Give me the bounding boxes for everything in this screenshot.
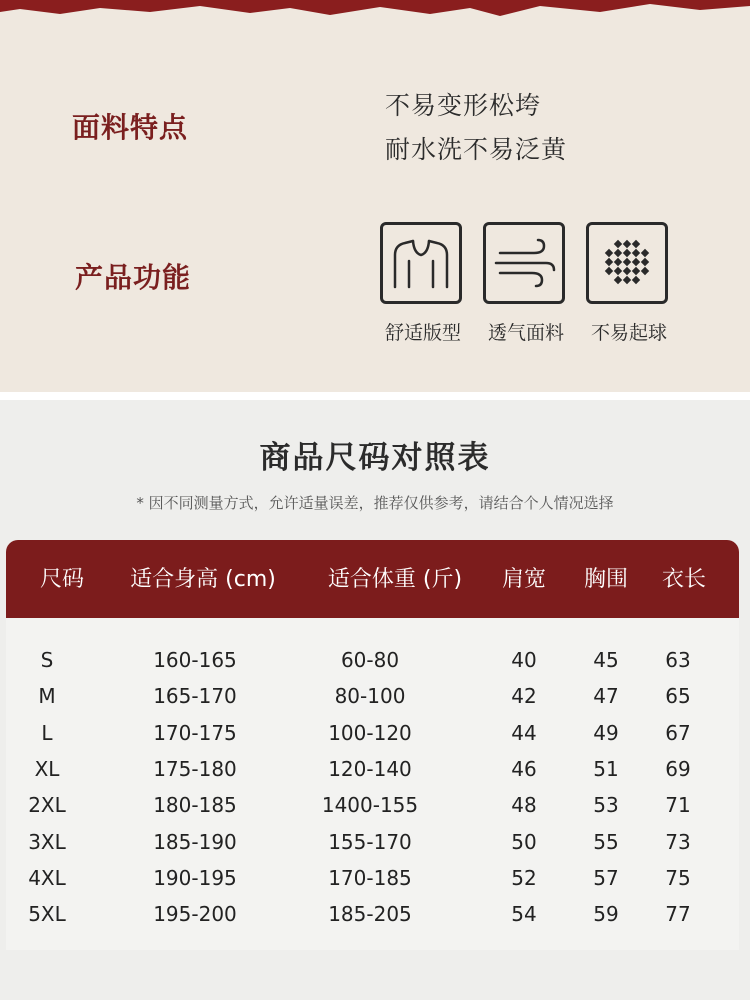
cell-weight: 1400-155 [321,793,419,818]
fabric-features-label: 面料特点 [72,111,189,144]
feature-item: 不易变形松垮 [385,91,542,120]
cell-weight: 60-80 [340,648,400,672]
cell-weight: 80-100 [334,684,406,709]
cell-shoulder: 54 [511,902,537,927]
cell-length: 75 [665,865,691,890]
torn-red-edge [0,0,750,24]
cell-chest: 51 [593,756,619,781]
cell-shoulder: 50 [511,829,537,854]
cell-weight: 120-140 [328,756,412,781]
cell-size: M [38,684,56,709]
cell-height: 190-195 [153,865,237,890]
header-weight: 适合体重 (斤) [327,567,463,592]
cell-length: 65 [665,684,691,709]
cell-chest: 45 [593,648,619,672]
cell-height: 165-170 [153,684,237,709]
cell-height: 185-190 [153,829,237,854]
feature-item: 耐水洗不易泛黄 [385,135,568,164]
cell-chest: 57 [593,865,619,890]
cell-size: 3XL [28,829,66,854]
function-label: 舒适版型 [384,322,461,344]
header-chest: 胸围 [583,567,628,592]
cell-height: 170-175 [153,720,237,745]
cell-chest: 53 [593,793,619,818]
shoulder-fit-icon [380,222,462,304]
header-size: 尺码 [39,567,84,592]
function-label: 不易起球 [590,322,667,344]
cell-shoulder: 46 [511,756,537,781]
size-chart-note: * 因不同测量方式，允许适量误差，推荐仅供参考，请结合个人情况选择 [136,494,614,512]
cell-shoulder: 42 [511,684,537,709]
header-height: 适合身高 (cm) [130,567,276,592]
cell-shoulder: 44 [511,720,537,745]
cell-length: 73 [665,829,691,854]
function-label: 透气面料 [487,322,564,344]
cell-height: 160-165 [153,648,237,672]
header-shoulder: 肩宽 [501,567,546,592]
cell-shoulder: 40 [511,648,537,672]
cell-height: 175-180 [153,756,237,781]
cell-weight: 185-205 [328,902,412,927]
cell-size: XL [34,756,60,781]
header-length: 衣长 [661,567,706,592]
section-divider [0,392,750,400]
cell-chest: 49 [593,720,619,745]
cell-weight: 170-185 [328,865,412,890]
cell-weight: 100-120 [328,720,412,745]
cell-weight: 155-170 [328,829,412,854]
cell-size: 5XL [28,902,66,927]
cell-length: 77 [665,902,691,927]
cell-size: 2XL [28,793,66,818]
cell-shoulder: 52 [511,865,537,890]
cell-length: 67 [665,720,691,745]
cell-size: S [40,648,54,672]
cell-shoulder: 48 [511,793,537,818]
cell-height: 195-200 [153,902,237,927]
cell-length: 63 [665,648,691,672]
size-chart-title: 商品尺码对照表 [259,440,491,476]
product-functions-label: 产品功能 [75,261,192,294]
cell-length: 71 [665,793,691,818]
wind-breathable-icon [483,222,565,304]
cell-size: L [41,720,53,745]
diamond-grid-icon [586,222,668,304]
cell-size: 4XL [28,865,66,890]
cell-height: 180-185 [153,793,237,818]
cell-chest: 59 [593,902,619,927]
cell-length: 69 [665,756,691,781]
cell-chest: 47 [593,684,619,709]
cell-chest: 55 [593,829,619,854]
